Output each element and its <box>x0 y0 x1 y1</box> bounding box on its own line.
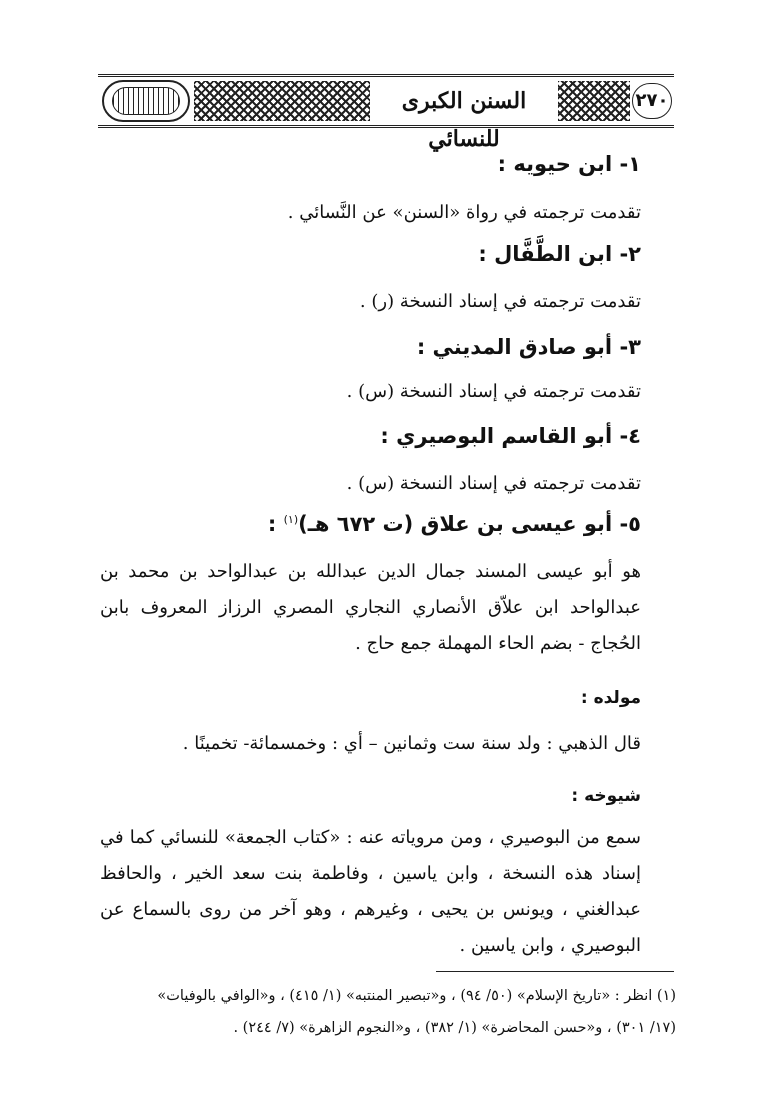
section-label-teachers: شيوخه : <box>571 786 641 806</box>
page-header <box>98 74 674 152</box>
ornamental-emblem-icon <box>102 80 190 122</box>
section-label-birth: مولده : <box>580 688 641 708</box>
footnote-marker[interactable]: (١) <box>283 513 299 526</box>
entry-body: تقدمت ترجمته في إسناد النسخة (ر) . <box>359 291 641 312</box>
page-number: ٢٧٠ <box>632 83 672 119</box>
entry-heading <box>268 512 641 536</box>
entry-body: تقدمت ترجمته في إسناد النسخة (س) . <box>346 473 641 494</box>
entry-heading: ٣- أبو صادق المديني : <box>416 335 641 359</box>
entry-heading: ١- ابن حيويه : <box>497 152 641 176</box>
footnote-line: (١) انظر : «تاريخ الإسلام» (٥٠/ ٩٤) ، و«تبصير المنتبه» (١/ ٤١٥) ، و«الوافي بالوفيات» <box>157 988 676 1004</box>
entry-heading: ٢- ابن الطَّفَّال : <box>478 242 641 266</box>
book-title: السنن الكبرى للنسائي <box>374 82 554 120</box>
entry-heading: ٤- أبو القاسم البوصيري : <box>380 424 641 448</box>
footnote-separator <box>436 971 674 972</box>
biography-paragraph: هو أبو عيسى المسند جمال الدين عبدالله بن عبدالواحد بن محمد بن عبدالواحد ابن علاّق الأنصاري النجاري المصري الرزاز المعروف بابن الحُجاج - بضم الحاء المهملة جمع حاج . <box>100 561 641 654</box>
teachers-paragraph: سمع من البوصيري ، ومن مروياته عنه : «كتاب الجمعة» للنسائي كما في إسناد هذه النسخة ، وابن ياسين ، وفاطمة بنت سعد الخير ، والحافظ عبدالغني ، ويونس بن يحيى ، وغيرهم ، وهو آخر من روى بالسماع عن البوصيري ، وابن ياسين . <box>100 827 641 956</box>
ornament-band-left <box>194 81 370 121</box>
entry-heading-text: ٥- أبو عيسى بن علاق (ت ٦٧٢ هـ) <box>298 512 641 536</box>
entry-body: تقدمت ترجمته في إسناد النسخة (س) . <box>346 381 641 402</box>
footnote-line: (١٧/ ٣٠١) ، و«حسن المحاضرة» (١/ ٣٨٢) ، و«النجوم الزاهرة» (٧/ ٢٤٤) . <box>233 1020 676 1036</box>
entry-heading-colon: : <box>267 512 284 536</box>
birth-text: قال الذهبي : ولد سنة ست وثمانين – أي : وخمسمائة- تخمينًا . <box>182 733 641 754</box>
ornament-band-right <box>558 81 630 121</box>
entry-body: تقدمت ترجمته في رواة «السنن» عن النَّسائي . <box>287 202 641 223</box>
